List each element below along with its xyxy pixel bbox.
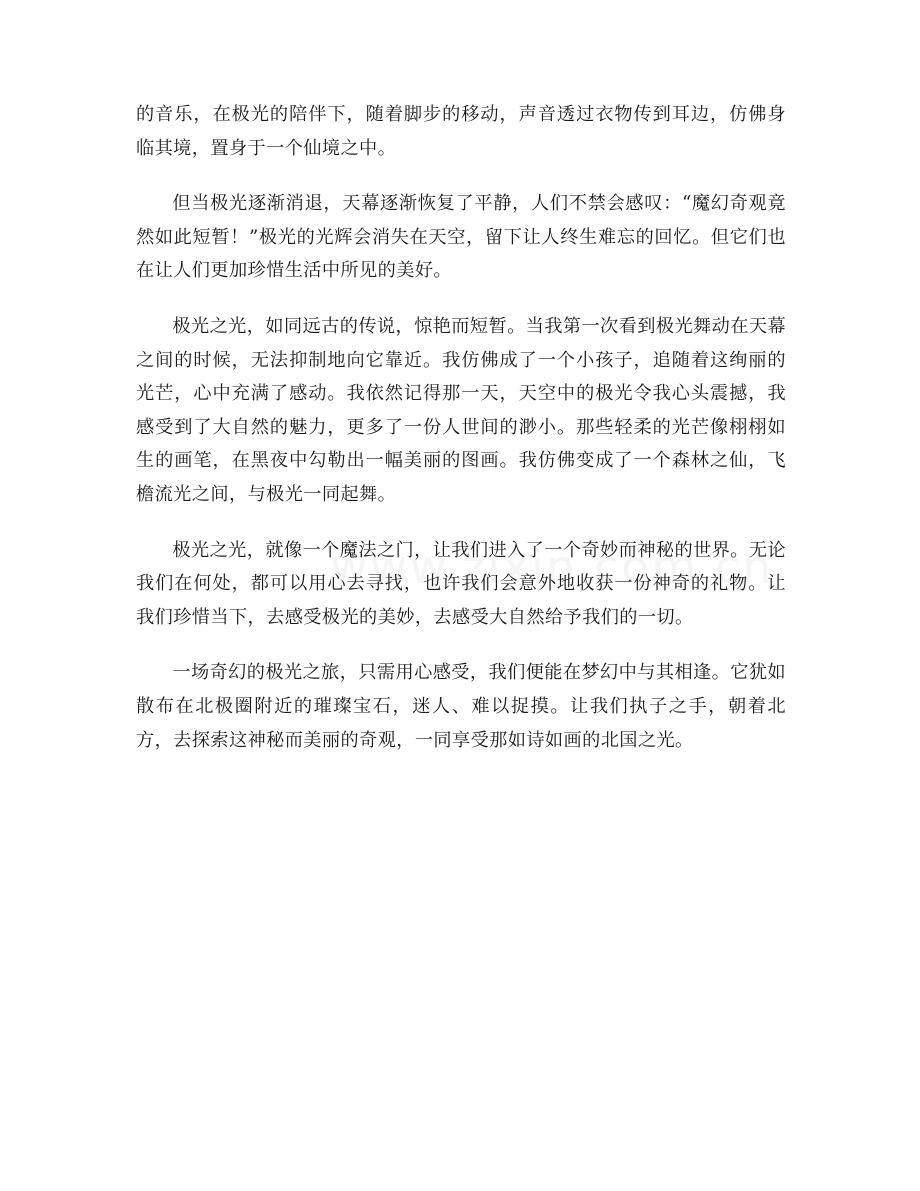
paragraph: 一场奇幻的极光之旅，只需用心感受，我们便能在梦幻中与其相逢。它犹如散布在北极圈附近的璀璨宝石，迷人、难以捉摸。让我们执子之手，朝着北方，去探索这神秘而美丽的奇观，一同享受那如诗如画的北国之光。	[136, 662, 786, 751]
paragraph: 极光之光，就像一个魔法之门，让我们进入了一个奇妙而神秘的世界。无论我们在何处，都可以用心去寻找，也许我们会意外地收获一份神奇的礼物。让我们珍惜当下，去感受极光的美妙，去感受大自然给予我们的一切。	[136, 539, 786, 628]
paragraph: 但当极光逐渐消退，天幕逐渐恢复了平静，人们不禁会感叹：“魔幻奇观竟然如此短暂！”极光的光辉会消失在天空，留下让人终生难忘的回忆。但它们也在让人们更加珍惜生活中所见的美好。	[136, 193, 786, 282]
document-body	[136, 98, 786, 779]
paragraph: 极光之光，如同远古的传说，惊艳而短暂。当我第一次看到极光舞动在天幕之间的时候，无法抑制地向它靠近。我仿佛成了一个小孩子，追随着这绚丽的光芒，心中充满了感动。我依然记得那一天，天空中的极光令我心头震撼，我感受到了大自然的魅力，更多了一份人世间的渺小。那些轻柔的光芒像栩栩如生的画笔，在黑夜中勾勒出一幅美丽的图画。我仿佛变成了一个森林之仙，飞檐流光之间，与极光一同起舞。	[136, 315, 786, 505]
paragraph-continuation: 的音乐，在极光的陪伴下，随着脚步的移动，声音透过衣物传到耳边，仿佛身临其境，置身于一个仙境之中。	[136, 104, 786, 159]
